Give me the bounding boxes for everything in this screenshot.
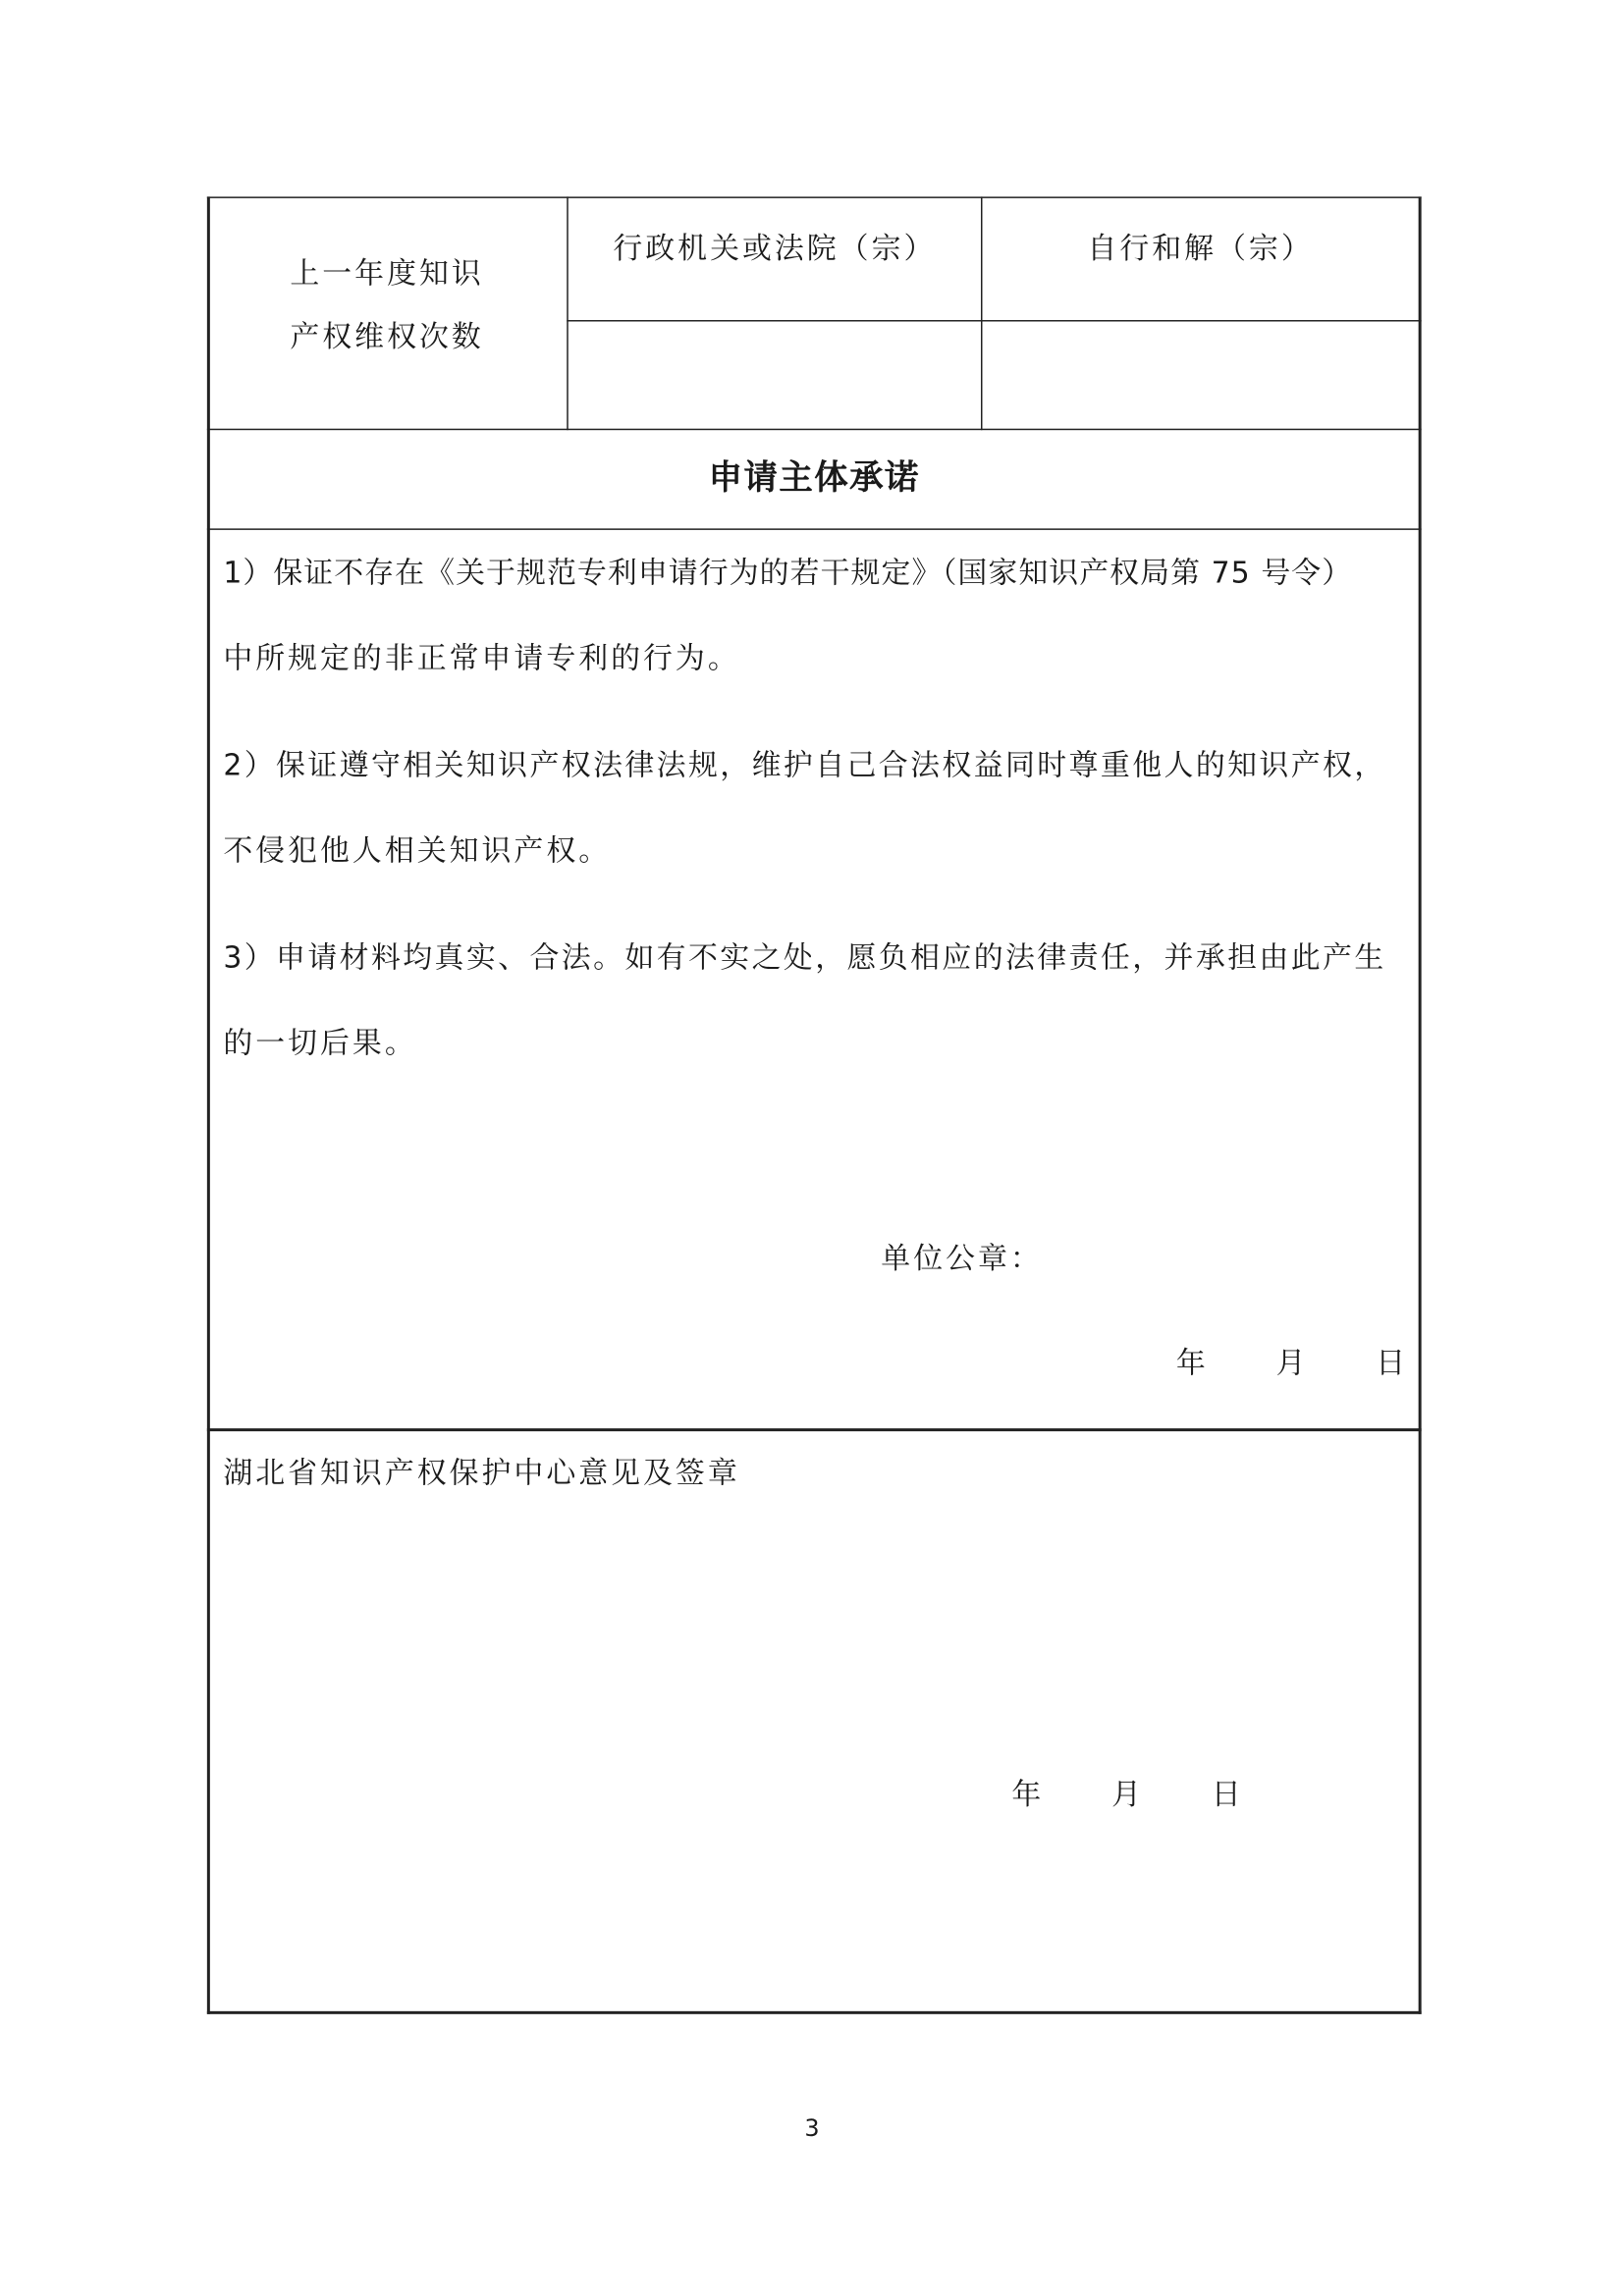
table-border-top	[207, 196, 1422, 197]
commitment-item2-line2: 不侵犯他人相关知识产权。	[223, 831, 612, 868]
center-opinion-label: 湖北省知识产权保护中心意见及签章	[223, 1455, 740, 1490]
admin-court-header: 行政机关或法院（宗）	[613, 230, 937, 266]
opinion-date-day: 日	[1211, 1776, 1244, 1812]
commitment-title: 申请主体承诺	[708, 459, 920, 498]
commitment-title-border	[207, 528, 1422, 529]
row1-divider-h	[567, 320, 1421, 321]
commitment-item1-line1: 1）保证不存在《关于规范专利申请行为的若干规定》（国家知识产权局第 75 号令）	[223, 555, 1353, 591]
commitment-date-month: 月	[1275, 1344, 1309, 1380]
commitment-bottom-border	[207, 1428, 1422, 1431]
table-border-bottom	[207, 2011, 1422, 2014]
page-number: 3	[804, 2113, 820, 2142]
opinion-date-year: 年	[1011, 1776, 1045, 1812]
unit-seal-label: 单位公章：	[881, 1240, 1043, 1276]
opinion-date-month: 月	[1111, 1776, 1144, 1812]
ip-rights-count-label-line2: 产权维权次数	[290, 318, 484, 354]
commitment-item3-line1: 3）申请材料均真实、合法。如有不实之处，愿负相应的法律责任，并承担由此产生	[223, 939, 1386, 976]
row1-bottom-border	[207, 429, 1422, 430]
ip-rights-count-label-line1: 上一年度知识	[290, 255, 484, 292]
commitment-item2-line1: 2）保证遵守相关知识产权法律法规，维护自己合法权益同时尊重他人的知识产权，	[223, 747, 1386, 783]
self-settlement-header: 自行和解（宗）	[1087, 230, 1314, 266]
commitment-item1-line2: 中所规定的非正常申请专利的行为。	[223, 640, 740, 675]
commitment-item3-line2: 的一切后果。	[223, 1024, 417, 1060]
commitment-date-year: 年	[1175, 1344, 1209, 1380]
commitment-date-day: 日	[1376, 1344, 1409, 1380]
